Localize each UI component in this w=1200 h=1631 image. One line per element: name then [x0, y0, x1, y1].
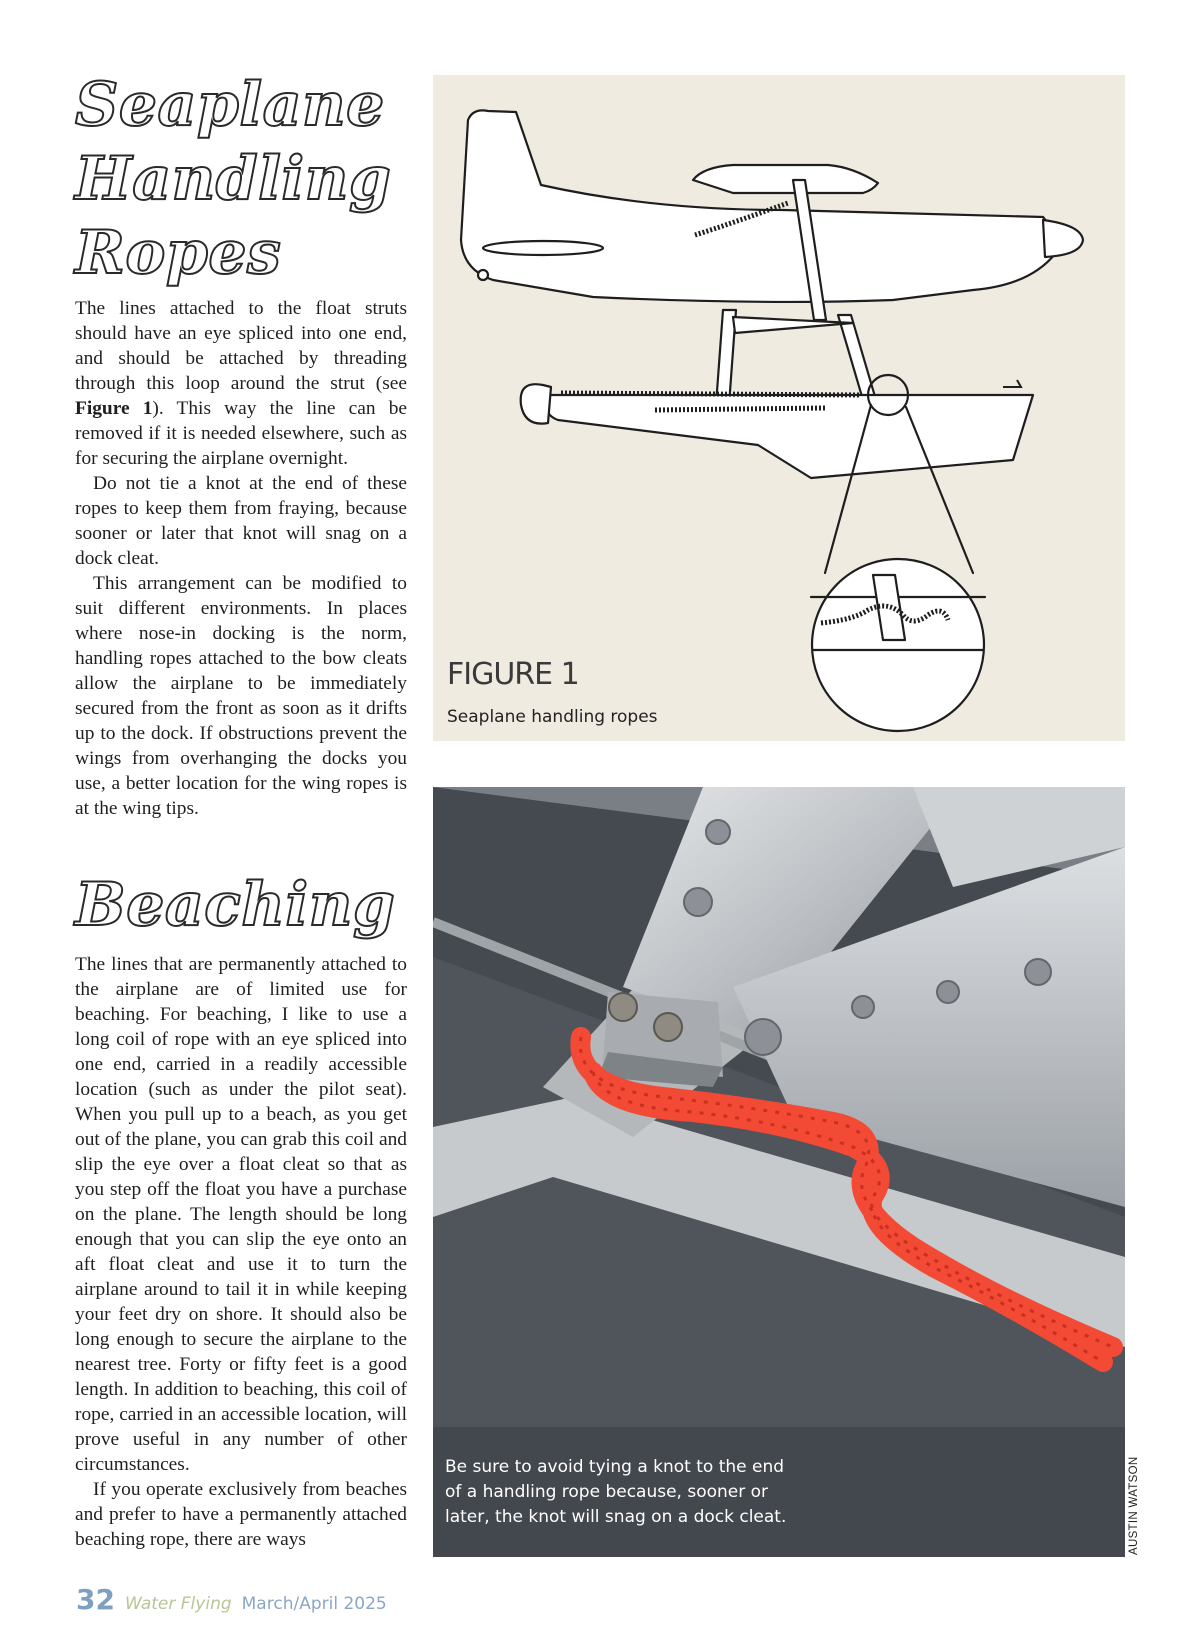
- paragraph: If you operate exclusively from beaches and prefer to have a permanently attached beaching rope, there are ways: [75, 1479, 407, 1550]
- paragraph-text: The lines attached to the float struts should have an eye spliced into one end, and should be attached by threading through this loop around the strut (see: [75, 298, 407, 394]
- seaplane-illustration: [433, 75, 1125, 741]
- paragraph-text: ). This way the line can be removed if it is needed elsewhere, such as for securing the airplane overnight.: [75, 398, 407, 469]
- rope-photo: [433, 787, 1125, 1557]
- figure-reference: Figure 1: [75, 398, 153, 419]
- section-title-seaplane-handling-ropes: [75, 68, 407, 290]
- paragraph: The lines that are permanently attached to the airplane are of limited use for beaching. For beaching, I like to use a long coil of rope with an eye spliced into one end, carried in a readily accessible location (such as under the pilot seat). When you pull up to a beach, as you get out of the plane, you can grab this coil and slip the eye over a float cleat so that as you step off the float you have a purchase on the plane. The length should be long enough that you can slip the eye onto an aft float cleat and use it to turn the airplane around to tail it in while keeping your feet dry on shore. It should also be long enough to secure the airplane to the nearest tree. Forty or fifty feet is a good length. In addition to beaching, this coil of rope, carried in an accessible location, will prove useful in any number of other circumstances.: [75, 954, 407, 1475]
- photo-caption: Be sure to avoid tying a knot to the end of a handling rope because, sooner or later, the knot will snag on a dock cleat.: [445, 1457, 787, 1527]
- page-footer: [76, 1583, 387, 1616]
- figure-caption: Seaplane handling ropes: [447, 707, 658, 727]
- page-number: 32: [76, 1583, 115, 1616]
- magazine-name: Water Flying: [124, 1594, 232, 1614]
- paragraph: [75, 296, 407, 471]
- figure-label: FIGURE 1: [447, 657, 579, 692]
- paragraph: Do not tie a knot at the end of these ropes to keep them from fraying, because sooner or later that knot will snag on a dock cleat.: [75, 473, 407, 569]
- section-title-beaching: Beaching: [75, 870, 396, 940]
- rope-on-float-photo: [433, 787, 1125, 1557]
- issue-date: March/April 2025: [241, 1594, 387, 1614]
- section-body: [75, 296, 407, 821]
- title-line: Ropes: [75, 218, 282, 288]
- section-body: [75, 952, 407, 1552]
- paragraph: This arrangement can be modified to suit different environments. In places where nose-in docking is the norm, handling ropes attached to the bow cleats allow the airplane to be immediately secured from the front as soon as it drifts up to the dock. If obstructions prevent the wings from overhanging the docks you use, a better location for the wing ropes is at the wing tips.: [75, 573, 407, 819]
- title-line: Handling: [75, 144, 392, 214]
- figure-1-panel: [433, 75, 1125, 741]
- article-column: [75, 62, 407, 821]
- photo-credit: AUSTIN WATSON: [1128, 1456, 1140, 1555]
- title-line: Seaplane: [75, 70, 385, 140]
